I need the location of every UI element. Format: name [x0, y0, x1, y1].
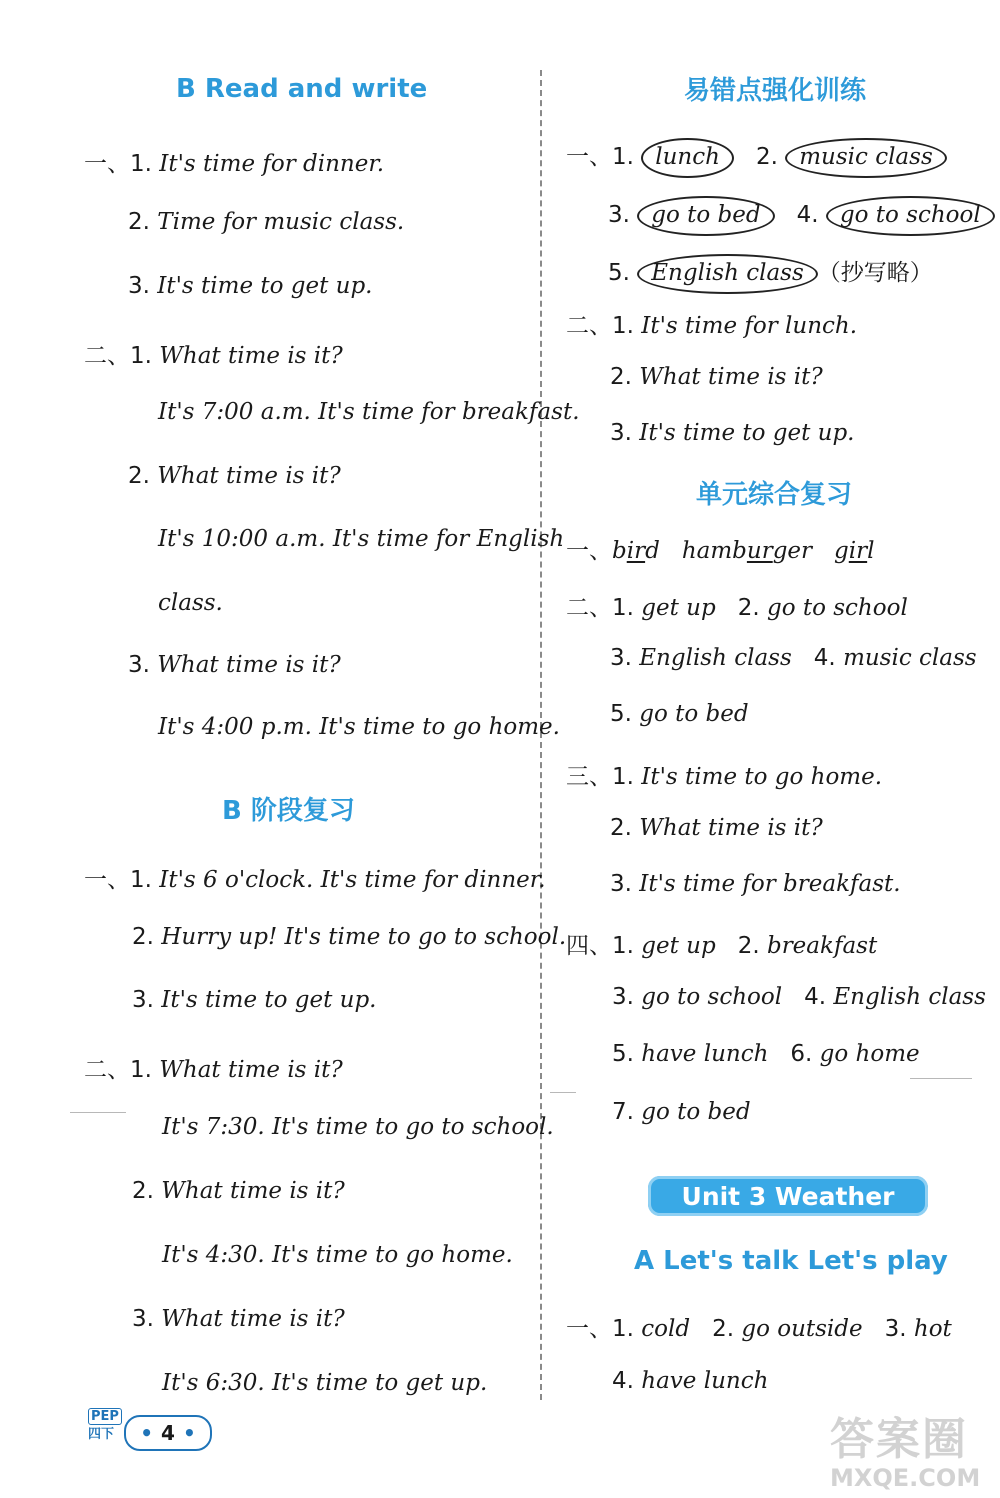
answer-line: 3. It's time to get up.	[610, 420, 855, 446]
answer-line: 3. It's time for breakfast.	[610, 871, 901, 897]
answer-line: 5. go to bed	[610, 701, 749, 727]
answer-line: 四、1. get up 2. breakfast	[566, 933, 878, 959]
unit-banner: Unit 3 Weather	[648, 1176, 928, 1216]
grade-label: 四下	[88, 1427, 115, 1442]
word-bird: bird	[612, 538, 660, 564]
circled-answer: lunch	[641, 138, 734, 178]
answer-line: 3. go to school 4. English class	[612, 984, 986, 1010]
answer-line: 3. English class 4. music class	[610, 645, 977, 671]
answer-line: 2. What time is it?	[610, 815, 823, 841]
circled-answer: go to school	[826, 196, 995, 236]
word-hamburger: hamburger	[681, 538, 813, 564]
answer-line: 三、1. It's time to go home.	[566, 764, 883, 790]
answer-line: 4. have lunch	[612, 1368, 769, 1394]
answer-line: It's 6:30. It's time to get up.	[162, 1370, 488, 1396]
section-heading-unit-review: 单元综合复习	[696, 480, 853, 510]
answer-line: 5. English class （抄写略）	[608, 254, 933, 294]
circled-answer: English class	[637, 254, 818, 294]
answer-line: 7. go to bed	[612, 1099, 751, 1125]
circled-answer: go to bed	[637, 196, 774, 236]
answer-line: It's 10:00 a.m. It's time for English	[158, 526, 565, 552]
answer-line: 一、1. It's time for dinner.	[84, 151, 385, 177]
stray-mark	[550, 1092, 576, 1093]
stray-mark	[70, 1112, 126, 1113]
answer-line: 二、1. get up 2. go to school	[566, 595, 908, 621]
answer-line: 2. What time is it?	[132, 1178, 345, 1204]
answer-line: 2. What time is it?	[128, 463, 341, 489]
answer-line: 3. What time is it?	[128, 652, 341, 678]
answer-line: It's 4:30. It's time to go home.	[162, 1242, 513, 1268]
answer-line: 3. It's time to get up.	[132, 987, 377, 1013]
answer-line: 5. have lunch 6. go home	[612, 1041, 920, 1067]
answer-line: 3. What time is it?	[132, 1306, 345, 1332]
answer-line: 2. Time for music class.	[128, 209, 405, 235]
circled-answer: music class	[785, 138, 947, 178]
word-girl: girl	[834, 538, 875, 564]
section-heading-lets-talk: A Let's talk Let's play	[634, 1246, 948, 1276]
answer-line: It's 4:00 p.m. It's time to go home.	[158, 714, 560, 740]
answer-line: class.	[158, 590, 223, 616]
answer-line: 二、1. What time is it?	[84, 1057, 343, 1083]
section-heading-error-training: 易错点强化训练	[684, 76, 867, 106]
answer-line: 一、bird hamburger girl	[566, 538, 875, 564]
section-heading-read-and-write: B Read and write	[176, 74, 428, 104]
answer-line: 3. It's time to get up.	[128, 273, 373, 299]
watermark: 答案圈 MXQE.COM	[830, 1414, 981, 1492]
answer-line: 3. go to bed 4. go to school	[608, 196, 995, 236]
answer-line: 一、1. cold 2. go outside 3. hot	[566, 1316, 952, 1342]
page-number: • 4 •	[124, 1415, 212, 1451]
answer-line: 二、1. What time is it?	[84, 343, 343, 369]
answer-line: It's 7:30. It's time to go to school.	[162, 1114, 554, 1140]
answer-line: 一、1. It's 6 o'clock. It's time for dinner.	[84, 867, 546, 893]
answer-line: It's 7:00 a.m. It's time for breakfast.	[158, 399, 580, 425]
answer-line: 一、1. lunch 2. music class	[566, 138, 947, 178]
answer-line: 2. What time is it?	[610, 364, 823, 390]
edition-badge	[88, 1408, 128, 1448]
stray-mark	[910, 1078, 972, 1079]
answer-line: 2. Hurry up! It's time to go to school.	[132, 924, 567, 950]
answer-line: 二、1. It's time for lunch.	[566, 313, 858, 339]
pep-label: PEP	[88, 1408, 122, 1425]
section-heading-stage-review: B 阶段复习	[222, 796, 355, 826]
